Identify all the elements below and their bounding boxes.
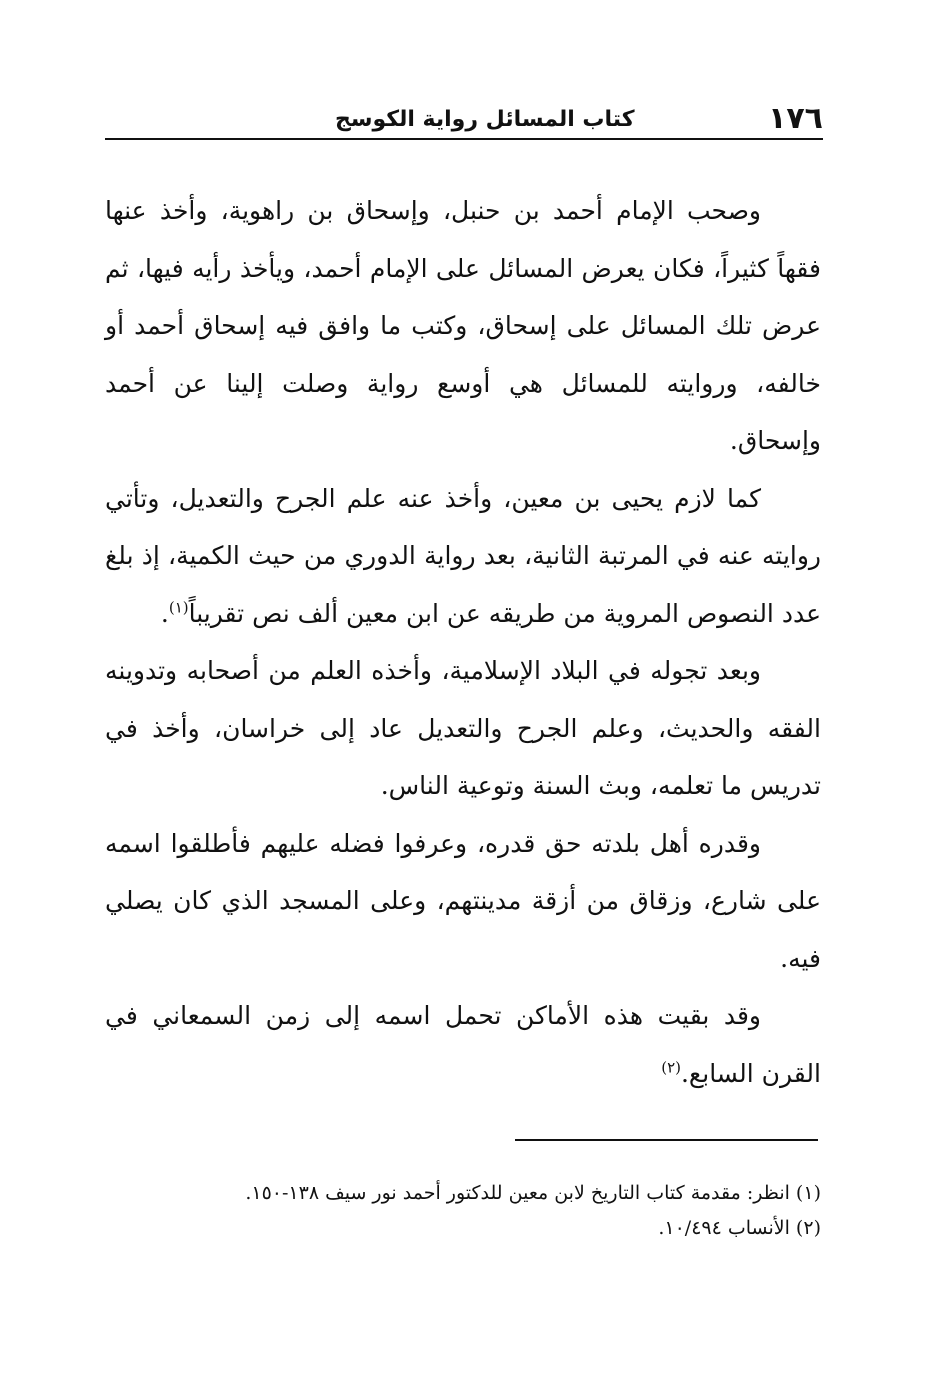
paragraph-5-text: وقد بقيت هذه الأماكن تحمل اسمه إلى زمن السمعاني في القرن السابع. [105, 1001, 821, 1088]
footnotes [105, 1176, 821, 1246]
paragraph-3 [105, 642, 821, 815]
footnote-2: (٢) الأنساب ١٠/٤٩٤. [658, 1217, 821, 1239]
paragraph-4 [105, 815, 821, 988]
footnote-ref-2: (٢) [661, 1058, 681, 1077]
running-title: كتاب المسائل رواية الكوسج [335, 107, 635, 132]
paragraph-5 [105, 987, 821, 1102]
page-number: ١٧٦ [768, 101, 823, 136]
paragraph-1 [105, 182, 821, 470]
paragraph-3-text: وبعد تجوله في البلاد الإسلامية، وأخذه العلم من أصحابه وتدوينه الفقه والحديث، وعلم الجرح والتعديل عاد إلى خراسان، وأخذ في تدريس ما تعلمه، وبث السنة وتوعية الناس. [105, 656, 821, 800]
page-header [105, 100, 823, 140]
body-text [105, 182, 821, 1102]
footnote-ref-1: (١) [168, 598, 189, 617]
paragraph-2 [105, 470, 821, 643]
paragraph-2-tail: . [160, 598, 169, 628]
paragraph-2-text: كما لازم يحيى بن معين، وأخذ عنه علم الجرح والتعديل، وتأتي روايته عنه في المرتبة الثانية، بعد رواية الدوري من حيث الكمية، إذ بلغ عدد النصوص المروية من طريقه عن ابن معين ألف نص تقريباً [105, 483, 821, 628]
footnote-1: (١) انظر: مقدمة كتاب التاريخ لابن معين للدكتور أحمد نور سيف ١٣٨-١٥٠. [245, 1182, 821, 1204]
paragraph-4-text: وقدره أهل بلدته حق قدره، وعرفوا فضله عليهم فأطلقوا اسمه على شارع، وزقاق من أزقة مدينتهم، وعلى المسجد الذي كان يصلي فيه. [105, 828, 821, 973]
footnote-divider [515, 1139, 818, 1141]
paragraph-1-text: وصحب الإمام أحمد بن حنبل، وإسحاق بن راهوية، وأخذ عنها فقهاً كثيراً، فكان يعرض المسائل على الإمام أحمد، ويأخذ رأيه فيها، ثم عرض تلك المسائل على إسحاق، وكتب ما وافق فيه إسحاق أحمد أو خالفه، وروايته للمسائل هي أوسع رواية وصلت إلينا عن أحمد وإسحاق. [105, 196, 821, 455]
